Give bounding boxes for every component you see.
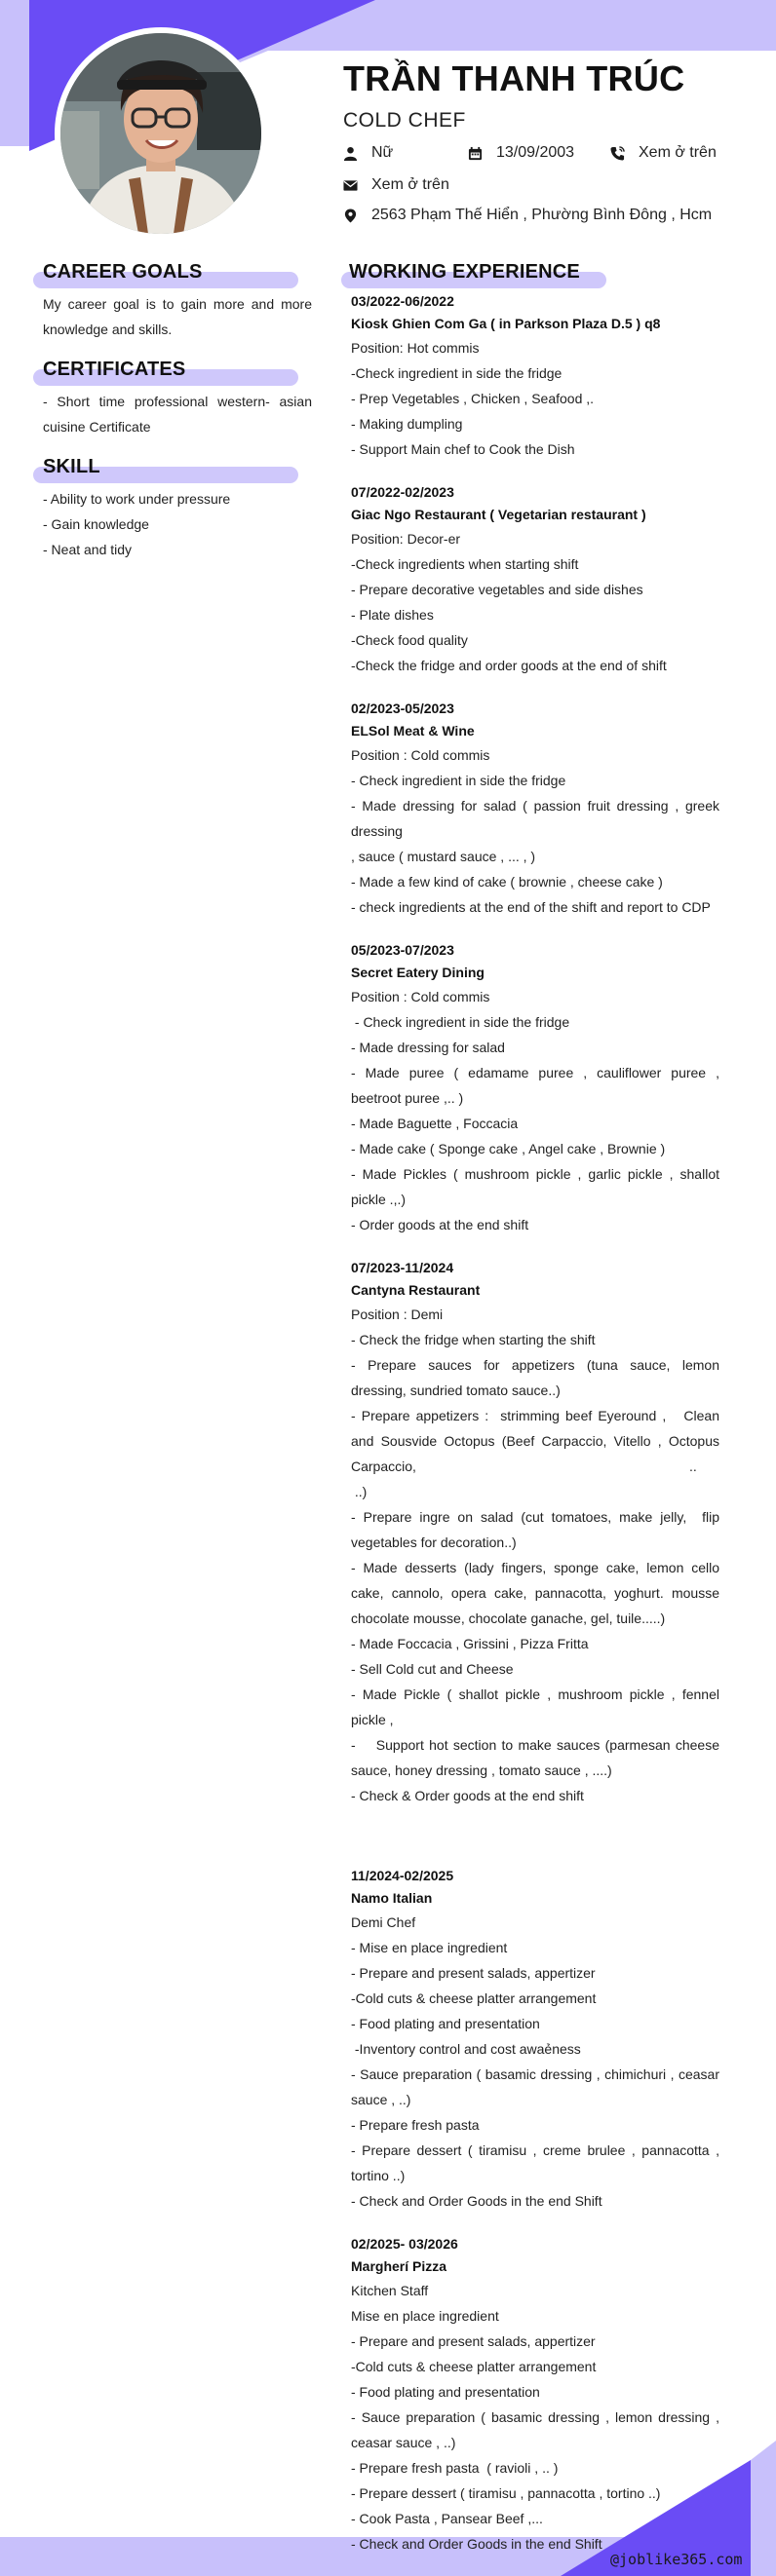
certificates-title: CERTIFICATES bbox=[43, 359, 186, 380]
duty-line: -Check ingredients when starting shift bbox=[351, 556, 579, 572]
experience-company: Margherí Pizza bbox=[351, 2258, 447, 2274]
skill-title: SKILL bbox=[43, 456, 100, 477]
skill-item: - Gain knowledge bbox=[43, 516, 149, 532]
experience-duties bbox=[351, 1302, 723, 1808]
duty-line: - Made desserts (lady fingers, sponge cake, lemon cello cake, cannolo, opera cake, pannacotta, yoghurt. mousse chocolate mousse, chocolate ganache, gel, tuile.....) bbox=[351, 1560, 723, 1626]
address-row bbox=[343, 207, 712, 224]
phone-value: Xem ở trên bbox=[639, 144, 717, 161]
email-value: Xem ở trên bbox=[371, 176, 449, 193]
duty-line: - Sauce preparation ( basamic dressing , lemon dressing , ceasar sauce , ..) bbox=[351, 2409, 723, 2450]
experience-period: 05/2023-07/2023 bbox=[351, 942, 454, 958]
duty-line: - Made dressing for salad bbox=[351, 1040, 505, 1055]
duty-line: - Prepare dessert ( tiramisu , creme brulee , pannacotta , tortino ..) bbox=[351, 2142, 723, 2183]
duty-line: - check ingredients at the end of the shift and report to CDP bbox=[351, 899, 711, 915]
phone-icon bbox=[610, 146, 625, 161]
email-row bbox=[343, 176, 449, 194]
experience-entry bbox=[351, 1865, 723, 2214]
experience-entry bbox=[351, 698, 723, 920]
profile-photo bbox=[60, 33, 261, 234]
duty-line: Kitchen Staff bbox=[351, 2283, 429, 2298]
birthdate-value: 13/09/2003 bbox=[496, 144, 575, 161]
duty-line: -Cold cuts & cheese platter arrangement bbox=[351, 1990, 597, 2006]
duty-line: Demi Chef bbox=[351, 1914, 416, 1930]
experience-company: Secret Eatery Dining bbox=[351, 965, 485, 980]
experience-duties bbox=[351, 335, 719, 462]
duty-line: Mise en place ingredient bbox=[351, 2308, 499, 2324]
duty-line: - Food plating and presentation bbox=[351, 2384, 540, 2400]
duty-line: , sauce ( mustard sauce , ... , ) bbox=[351, 849, 536, 864]
experience-duties bbox=[351, 2278, 723, 2557]
duty-line: - Check and Order Goods in the end Shift bbox=[351, 2536, 602, 2552]
duty-line: - Prepare and present salads, appertizer bbox=[351, 1965, 596, 1981]
career-goals-text: My career goal is to gain more and more knowledge and skills. bbox=[43, 296, 312, 337]
duty-line: - Made Foccacia , Grissini , Pizza Fritta bbox=[351, 1636, 589, 1651]
experience-company: Giac Ngo Restaurant ( Vegetarian restaurant ) bbox=[351, 507, 646, 522]
duty-line: - Made dressing for salad ( passion fruit dressing , greek dressing bbox=[351, 798, 723, 839]
duty-line: - Check ingredient in side the fridge bbox=[351, 1014, 570, 1030]
duty-line: -Check ingredient in side the fridge bbox=[351, 365, 563, 381]
duty-line: -Check food quality bbox=[351, 632, 468, 648]
skill-list bbox=[43, 486, 312, 562]
working-experience-title: WORKING EXPERIENCE bbox=[349, 261, 580, 283]
duty-line: - Prepare fresh pasta ( ravioli , .. ) bbox=[351, 2460, 559, 2476]
duty-line: Position: Hot commis bbox=[351, 340, 480, 356]
duty-line: - Making dumpling bbox=[351, 416, 463, 432]
experience-duties bbox=[351, 984, 723, 1237]
duty-line: -Inventory control and cost awaẻness bbox=[351, 2041, 581, 2057]
career-goals-heading bbox=[33, 261, 298, 290]
duty-line: - Prepare appetizers : strimming beef Eyeround , Clean and Sousvide Octopus (Beef Carpaccio, Vitello , Octopus Carpaccio, .. bbox=[351, 1408, 723, 1474]
skill-item: - Ability to work under pressure bbox=[43, 491, 231, 507]
duty-line: - Mise en place ingredient bbox=[351, 1940, 508, 1955]
duty-line: Position : Cold commis bbox=[351, 747, 490, 763]
duty-line: - Prepare ingre on salad (cut tomatoes, make jelly, flip vegetables for decoration..) bbox=[351, 1509, 723, 1550]
duty-line: - Sell Cold cut and Cheese bbox=[351, 1661, 514, 1677]
experience-entry bbox=[351, 1257, 723, 1808]
duty-line: - Prepare fresh pasta bbox=[351, 2117, 480, 2133]
envelope-icon bbox=[343, 178, 358, 193]
duty-line: - Check and Order Goods in the end Shift bbox=[351, 2193, 602, 2209]
avatar bbox=[55, 27, 267, 240]
duty-line: - Made Pickles ( mushroom pickle , garlic pickle , shallot pickle .,.) bbox=[351, 1166, 723, 1207]
gender-value: Nữ bbox=[371, 144, 394, 161]
duty-line: ..) bbox=[351, 1484, 368, 1499]
duty-line: - Cook Pasta , Pansear Beef ,... bbox=[351, 2511, 543, 2526]
certificates-heading bbox=[33, 359, 298, 388]
experience-duties bbox=[351, 1910, 723, 2214]
experience-entry bbox=[351, 481, 719, 678]
candidate-name: TRẦN THANH TRÚC bbox=[343, 58, 685, 98]
birthdate-row bbox=[468, 144, 574, 162]
experience-period: 03/2022-06/2022 bbox=[351, 293, 454, 309]
section-spacer bbox=[351, 1828, 719, 1865]
gender-row bbox=[343, 144, 393, 162]
duty-line: - Plate dishes bbox=[351, 607, 434, 623]
experience-period: 07/2023-11/2024 bbox=[351, 1260, 454, 1275]
experience-period: 02/2025- 03/2026 bbox=[351, 2236, 458, 2252]
duty-line: - Prepare decorative vegetables and side dishes bbox=[351, 582, 643, 597]
bottom-right-light-shape bbox=[751, 2441, 776, 2576]
duty-line: - Check ingredient in side the fridge bbox=[351, 773, 566, 788]
duty-line: -Cold cuts & cheese platter arrangement bbox=[351, 2359, 597, 2374]
phone-row bbox=[610, 144, 717, 162]
duty-line: - Food plating and presentation bbox=[351, 2016, 540, 2031]
experience-period: 02/2023-05/2023 bbox=[351, 701, 454, 716]
duty-line: - Prepare dessert ( tiramisu , pannacotta , tortino ..) bbox=[351, 2485, 661, 2501]
working-experience-heading bbox=[341, 261, 606, 290]
experience-period: 07/2022-02/2023 bbox=[351, 484, 454, 500]
duty-line: - Made puree ( edamame puree , cauliflower puree , beetroot puree ,.. ) bbox=[351, 1065, 723, 1106]
experience-entry bbox=[351, 2233, 723, 2557]
career-goals-title: CAREER GOALS bbox=[43, 261, 203, 283]
experience-period: 11/2024-02/2025 bbox=[351, 1868, 454, 1883]
experience-entry bbox=[351, 939, 723, 1237]
experience-duties bbox=[351, 742, 723, 920]
duty-line: - Made cake ( Sponge cake , Angel cake , Brownie ) bbox=[351, 1141, 666, 1156]
job-title: COLD CHEF bbox=[343, 109, 466, 132]
duty-line: - Made a few kind of cake ( brownie , cheese cake ) bbox=[351, 874, 663, 890]
address-value: 2563 Phạm Thế Hiển , Phường Bình Đông , Hcm bbox=[371, 207, 713, 223]
experience-entry bbox=[351, 290, 719, 462]
experience-company: Kiosk Ghien Com Ga ( in Parkson Plaza D.5 ) q8 bbox=[351, 316, 661, 331]
duty-line: - Prepare and present salads, appertizer bbox=[351, 2333, 596, 2349]
experience-company: Cantyna Restaurant bbox=[351, 1282, 481, 1298]
duty-line: - Order goods at the end shift bbox=[351, 1217, 529, 1232]
experience-list bbox=[351, 290, 723, 2576]
duty-line: - Prepare sauces for appetizers (tuna sauce, lemon dressing, sundried tomato sauce..) bbox=[351, 1357, 723, 1398]
footer-url: @joblike365.com bbox=[610, 2551, 743, 2568]
certificates-text: - Short time professional western- asian cuisine Certificate bbox=[43, 394, 312, 435]
duty-line: Position : Demi bbox=[351, 1307, 444, 1322]
duty-line: - Check the fridge when starting the shift bbox=[351, 1332, 596, 1347]
experience-duties bbox=[351, 526, 719, 678]
duty-line: - Made Pickle ( shallot pickle , mushroom pickle , fennel pickle , bbox=[351, 1686, 723, 1727]
person-icon bbox=[343, 146, 358, 161]
experience-company: Namo Italian bbox=[351, 1890, 433, 1906]
skill-item: - Neat and tidy bbox=[43, 542, 133, 557]
duty-line: - Sauce preparation ( basamic dressing , chimichuri , ceasar sauce , ..) bbox=[351, 2066, 723, 2107]
duty-line: - Made Baguette , Foccacia bbox=[351, 1116, 519, 1131]
duty-line: - Check & Order goods at the end shift bbox=[351, 1788, 584, 1803]
calendar-icon bbox=[468, 146, 483, 161]
duty-line: Position : Cold commis bbox=[351, 989, 490, 1004]
experience-company: ELSol Meat & Wine bbox=[351, 723, 475, 739]
duty-line: - Support hot section to make sauces (parmesan cheese sauce, honey dressing , tomato sauce , ....) bbox=[351, 1737, 723, 1778]
duty-line: Position: Decor-er bbox=[351, 531, 461, 547]
duty-line: -Check the fridge and order goods at the end of shift bbox=[351, 658, 667, 673]
duty-line: - Support Main chef to Cook the Dish bbox=[351, 441, 575, 457]
duty-line: - Prep Vegetables , Chicken , Seafood ,. bbox=[351, 391, 595, 406]
skill-heading bbox=[33, 456, 298, 485]
location-pin-icon bbox=[343, 208, 358, 223]
